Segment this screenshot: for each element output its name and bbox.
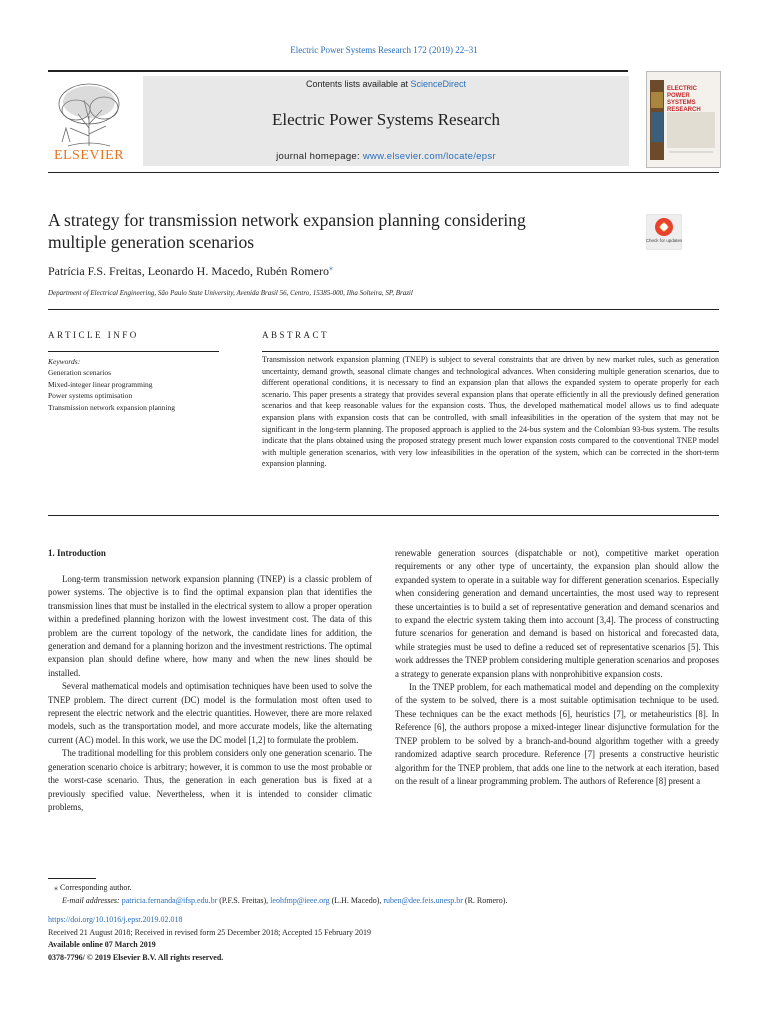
header-rule [48,70,628,72]
keywords-block [48,356,175,413]
email-name: (P.F.S. Freitas), [217,895,271,905]
keyword-item: Mixed-integer linear programming [48,379,153,389]
article-info-rule [48,351,219,352]
introduction-heading: 1. Introduction [48,548,106,558]
body-paragraph: In the TNEP problem, for each mathematical model and depending on the complexity of the system to be solved, there is a most suitable optimisation technique to be used. These techniques can be the exact methods [6], heuristics [7], or metaheuristics [8]. In Reference [6], the authors propose a mixed-integer linear disjunctive formulation for the TNEP problem to be solved by a branch-and-bound algorithm together with a greedy randomized adaptive search procedure. Reference [7] presents a constructive heuristic algorithm for the TNEP problem, that adds one line to the network at each iteration, based on the result of a linear programming problem. The authors of Reference [8] present a [395,682,719,786]
body-paragraph: Long-term transmission network expansion planning (TNEP) is a classic problem of power systems. The objective is to find the optimal expansion plan that identifies the transmission lines that must be installed in the electrical system to allow a proper operation within a predefined planning horizon with the lowest investment cost. The data of this problem are the current topology of the network, the candidate lines for addition, the generation and demand for a planning horizon and the investment restrictions. The optimal expansion plan should define where, how many and when the new lines should be installed. [48,574,372,678]
contents-prefix: Contents lists available at [305,79,411,89]
corresponding-author-note: ⁎ Corresponding author. [54,883,132,892]
article-title-line1: A strategy for transmission network expansion planning considering [48,210,526,230]
journal-title: Electric Power Systems Research [271,110,500,129]
sciencedirect-link[interactable]: ScienceDirect [410,79,467,89]
email-line [48,895,507,908]
crossmark-label: Check for updates [646,238,682,243]
doi-link[interactable]: https://doi.org/10.1016/j.epsr.2019.02.018 [48,915,183,924]
body-paragraph: renewable generation sources (dispatchable or not), competitive market operation requirements or any other type of uncertainty, the expansion plan should allow the expanded system to operate in a suitable way for different generation scenarios. Especially when considering generation and demand uncertainties, the most used way to represent these uncertainties is to build a set of representative generation and demand scenarios and to expand the electric system taking them into account [3,4]. The process of constructing future scenarios for generation and demand is based on historical and forecasted data, while strategies must be used to define a reduced set of representative scenarios [5]. This work addresses the TNEP problem considering multiple generation scenarios and proposes a strategy to generate expansion plans with nonprohibitive expansion costs. [395,548,719,679]
cover-title-line2: SYSTEMS RESEARCH [667,100,701,113]
body-column-right [395,547,719,788]
affiliation: Department of Electrical Engineering, São Paulo State University, Avenida Brasil 56, Centro, 15385-000, Ilha Solteira, SP, Brazil [48,289,413,297]
abstract-rule [262,351,719,352]
contents-line [143,79,629,89]
keyword-item: Generation scenarios [48,368,112,378]
cover-title-line1: ELECTRIC POWER [667,86,697,99]
homepage-link[interactable]: www.elsevier.com/locate/epsr [362,151,496,162]
issn-copyright: 0378-7796/ © 2019 Elsevier B.V. All rights reserved. [48,952,224,962]
publication-info [48,914,371,964]
body-paragraph: The traditional modelling for this problem considers only one generation scenario. The generation scenario choice is arbitrary; however, it is common to use the most probable or the worst-case scenario. Thus, the generation in each generation bus is fixed at a previously specified value. Nevertheless, when it is intended to consider climatic problems, [48,748,372,812]
footnote-block [48,882,507,907]
header-bottom-rule [48,172,719,173]
email-label: E-mail addresses: [62,895,122,905]
keyword-item: Power systems optimisation [48,391,133,401]
abstract-heading: ABSTRACT [262,330,330,340]
footnote-rule [48,878,96,879]
homepage-prefix: journal homepage: [276,151,363,162]
available-online: Available online 07 March 2019 [48,940,156,949]
email-link-romero[interactable]: ruben@dee.feis.unesp.br [383,895,463,905]
body-column-left [48,573,372,814]
author-list [48,263,333,279]
abstract-text: Transmission network expansion planning (TNEP) is subject to several constraints that are driven by new market rules, such as generation uncertainty, demand growth, seasonal climate changes and technological advances. When considering multiple generation scenarios, due to different operational conditions, it is necessary to find an expansion plan that allows the expanded system to operate properly for each scenario. This paper presents a strategy that provides several expansion plans that operate efficiently in all the previously defined generation scenarios and that keep reasonable values for the expansion costs. Thus, the developed mathematical model allows us to find adequate expansion plans with expansion costs that can be controlled, with small infeasibilities in the operation of the system that may not be significant in the long-term planning. The proposed approach is applied to the 24-bus system and the Colombian 93-bus system. The results indicate that the plans obtained using the proposed strategy present much lower expansion costs compared to the conventional TNEP model with multiple generation scenarios, with very low infeasibilities in the operation of the system, which can be corrected in the short-term expansion planning. [262,355,719,469]
cover-title [667,86,720,114]
journal-reference[interactable]: Electric Power Systems Research 172 (2019) 22–31 [290,45,478,55]
abstract-bottom-rule [48,515,719,516]
email-link-freitas[interactable]: patricia.fernanda@ifsp.edu.br [121,895,218,905]
body-paragraph: Several mathematical models and optimisation techniques have been used to solve the TNEP problem. The direct current (DC) model is the formulation most often used to represent the electric network and the electric quantities. However, there are more relaxed models, such as the transportation model, and more accurate models, like the alternating current (AC) model. In this work, we use the DC model [1,2] to formulate the problem. [48,681,372,745]
article-title-line2: multiple generation scenarios [48,232,255,252]
journal-cover-thumbnail[interactable] [646,71,721,168]
homepage-line [143,151,629,162]
email-name: (L.H. Macedo), [329,895,384,905]
email-name: (R. Romero). [462,895,508,905]
affiliation-rule [48,309,719,310]
article-info-heading: ARTICLE INFO [48,330,139,340]
keyword-item: Transmission network expansion planning [48,402,176,412]
check-for-updates-icon[interactable] [646,214,682,250]
keywords-label: Keywords: [48,357,81,366]
publisher-wordmark: ELSEVIER [53,148,125,163]
authors-text: Patrícia F.S. Freitas, Leonardo H. Macedo, Rubén Romero [48,264,329,278]
corresponding-author-marker[interactable]: ⁎ [328,263,333,272]
received-dates: Received 21 August 2018; Received in revised form 25 December 2018; Accepted 15 February 2019 [48,927,372,937]
email-link-macedo[interactable]: leohfmp@ieee.org [270,895,330,905]
article-title [48,209,608,253]
